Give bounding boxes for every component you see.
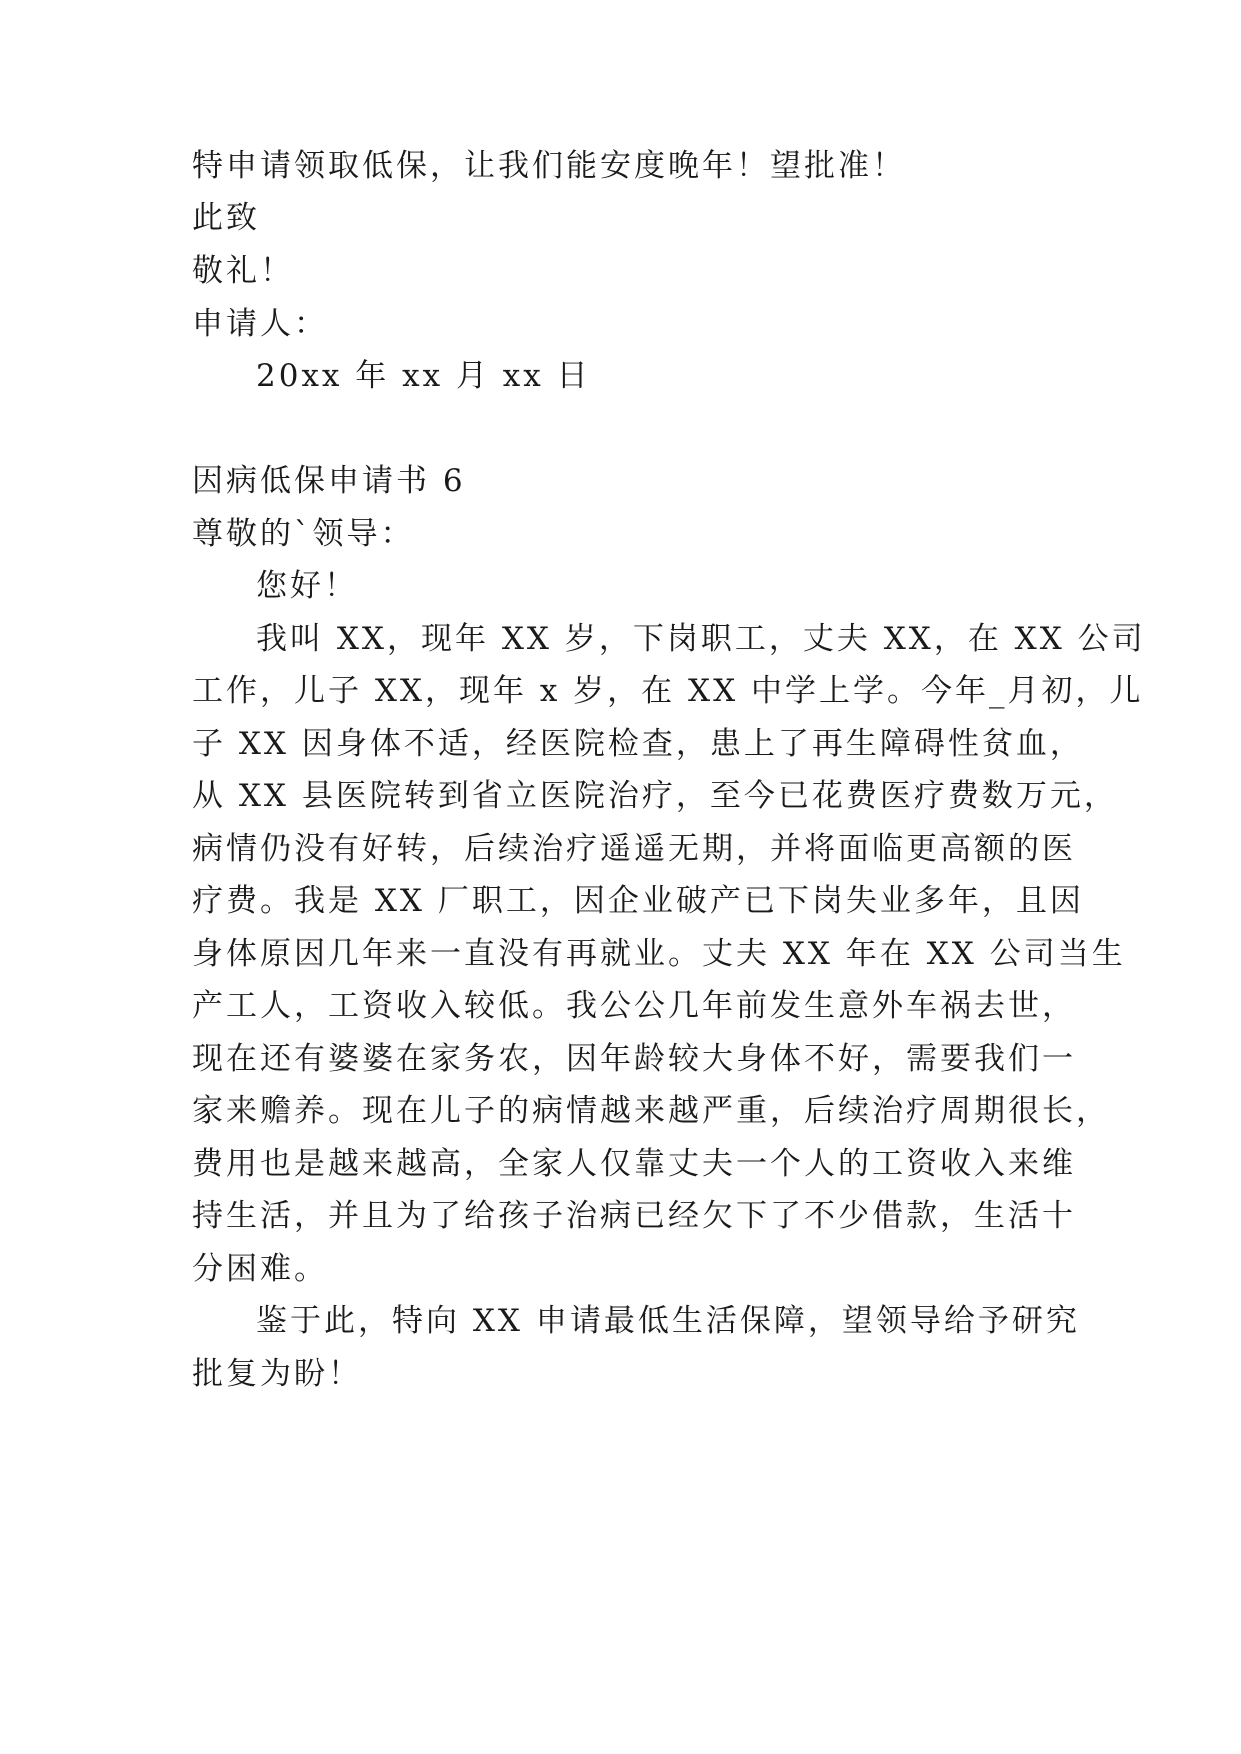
application-date: 20xx 年 xx 月 xx 日 [256,358,591,394]
paragraph-1-line: 现在还有婆婆在家务农，因年龄较大身体不好，需要我们一 [192,1041,1076,1077]
paragraph-1-line: 工作，儿子 XX，现年 x 岁，在 XX 中学上学。今年_月初，儿 [192,673,1144,709]
paragraph-2-line: 批复为盼！ [192,1356,362,1392]
paragraph-1-line: 疗费。我是 XX 厂职工，因企业破产已下岗失业多年，且因 [192,883,1084,919]
paragraph-1-line: 子 XX 因身体不适，经医院检查，患上了再生障碍性贫血， [192,726,1084,762]
letter-hello: 您好！ [256,568,358,604]
paragraph-1-line: 从 XX 县医院转到省立医院治疗，至今已花费医疗费数万元， [192,778,1118,814]
salutation-jingli: 敬礼！ [192,253,294,289]
applicant-label: 申请人： [192,306,328,342]
paragraph-1-line: 费用也是越来越高，全家人仅靠丈夫一个人的工资收入来维 [192,1146,1076,1182]
letter-greeting: 尊敬的`领导： [192,516,415,552]
letter-title: 因病低保申请书 6 [192,463,466,499]
paragraph-1-line: 我叫 XX，现年 XX 岁，下岗职工，丈夫 XX，在 XX 公司 [256,621,1146,657]
paragraph-1-line: 身体原因几年来一直没有再就业。丈夫 XX 年在 XX 公司当生 [192,936,1126,972]
paragraph-1-line: 家来赡养。现在儿子的病情越来越严重，后续治疗周期很长， [192,1093,1110,1129]
paragraph-1-line: 病情仍没有好转，后续治疗遥遥无期，并将面临更高额的医 [192,831,1076,867]
salutation-cizhi: 此致 [192,200,260,236]
paragraph-1-line: 分困难。 [192,1251,328,1287]
paragraph-2-line: 鉴于此，特向 XX 申请最低生活保障，望领导给予研究 [256,1303,1080,1339]
paragraph-1-line: 持生活，并且为了给孩子治病已经欠下了不少借款，生活十 [192,1198,1076,1234]
closing-line: 特申请领取低保，让我们能安度晚年！望批准！ [192,148,906,184]
paragraph-1-line: 产工人，工资收入较低。我公公几年前发生意外车祸去世， [192,988,1076,1024]
